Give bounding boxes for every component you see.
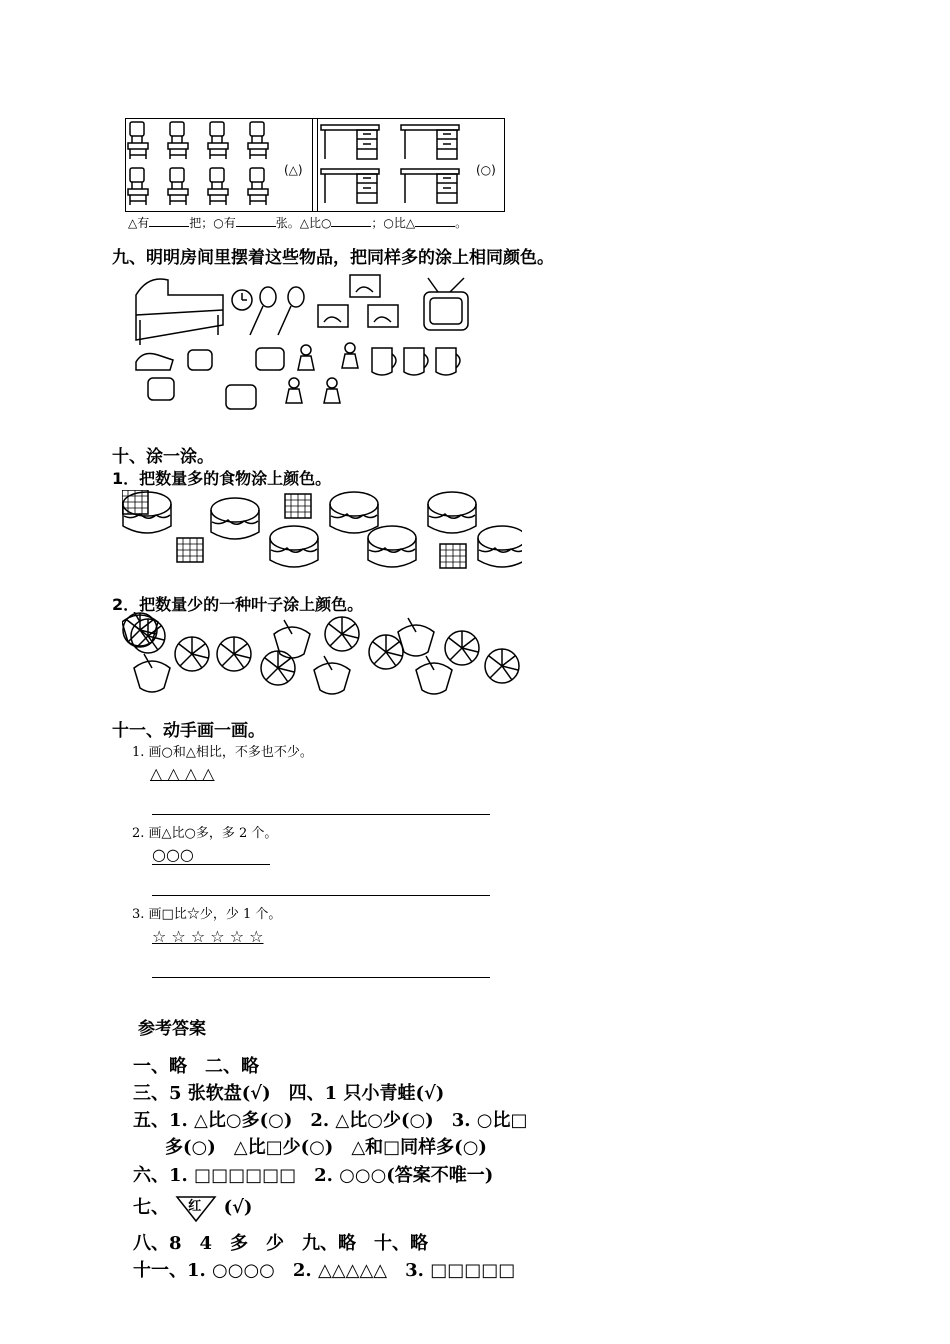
q8-divider [312,119,318,211]
q8-sentence: △有 把；○有 张。△比○ ；○比△ 。 [128,216,468,230]
answer-line-1: 一、略 二、略 [133,1056,259,1077]
leaves-image [122,612,522,696]
q11-item2-given-line [152,864,270,865]
q11-item2-answer-line[interactable] [152,895,490,896]
blank-compare-2[interactable] [415,226,455,227]
q11-item2-given: ○○○ [152,845,194,864]
q9-title: 九、明明房间里摆着这些物品，把同样多的涂上相同颜色。 [112,248,554,268]
q10-item1: 1．把数量多的食物涂上颜色。 [112,469,332,488]
q8-figure [125,118,505,212]
room-items-image [128,270,488,420]
chairs-image [126,119,306,211]
q10-item2: 2．把数量少的一种叶子涂上颜色。 [112,595,364,614]
q11-item1-answer-line[interactable] [152,814,490,815]
q11-item1-given: △ △ △ △ [150,764,215,783]
answer-line-4: 多(○) △比□少(○) △和□同样多(○) [165,1137,487,1158]
desks-image [319,119,469,211]
answer-line-5: 六、1. □□□□□□ 2. ○○○(答案不唯一) [133,1165,494,1186]
q11-item2-text: 2. 画△比○多，多 2 个。 [132,826,278,841]
chair-symbol-label: (△) [284,163,303,177]
blank-chairs[interactable] [149,226,189,227]
q10-title: 十、涂一涂。 [112,447,214,467]
desk-symbol-label: (○) [476,163,496,177]
answer-line-7: 八、8 4 多 少 九、略 十、略 [133,1233,429,1254]
food-image [122,490,522,574]
answers-title: 参考答案 [138,1019,206,1039]
answer-line-8: 十一、1. ○○○○ 2. △△△△△ 3. □□□□□ [133,1260,516,1281]
answer-line-2: 三、5 张软盘(√) 四、1 只小青蛙(√) [133,1083,445,1104]
q11-item3-text: 3. 画□比☆少，少 1 个。 [132,907,282,922]
q11-item3-given: ☆ ☆ ☆ ☆ ☆ ☆ [152,927,264,946]
blank-desks[interactable] [236,226,276,227]
answer-line-3: 五、1. △比○多(○) 2. △比○少(○) 3. ○比□ [133,1110,528,1131]
red-triangle-icon: 红 [175,1195,217,1221]
blank-compare-1[interactable] [331,226,371,227]
q11-item1-text: 1. 画○和△相比，不多也不少。 [132,745,313,760]
q11-item3-answer-line[interactable] [152,977,490,978]
answer-line-6: 七、 红 (√) [133,1193,252,1221]
q11-title: 十一、动手画一画。 [112,721,265,741]
